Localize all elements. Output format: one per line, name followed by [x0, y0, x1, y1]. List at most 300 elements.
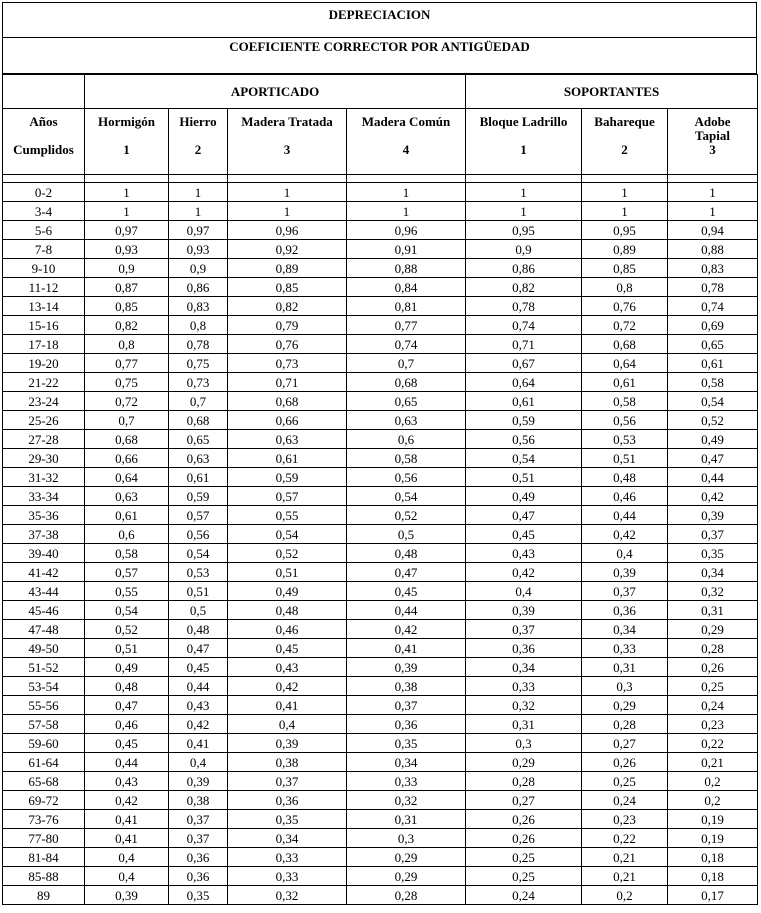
bloque-ladrillo-cell: 0,61	[466, 392, 582, 411]
madera-comun-cell: 0,29	[347, 848, 466, 867]
bloque-ladrillo-cell: 0,67	[466, 354, 582, 373]
years-cell: 43-44	[3, 582, 85, 601]
years-cell: 53-54	[3, 677, 85, 696]
hormigon-cell: 0,48	[85, 677, 169, 696]
years-cell: 41-42	[3, 563, 85, 582]
years-cell: 47-48	[3, 620, 85, 639]
madera-comun-cell: 0,58	[347, 449, 466, 468]
hierro-cell: 1	[169, 202, 228, 221]
hierro-cell: 0,4	[169, 753, 228, 772]
madera-tratada-cell: 0,46	[228, 620, 347, 639]
table-row	[3, 582, 758, 601]
madera-comun-cell: 0,74	[347, 335, 466, 354]
bloque-ladrillo-cell: 0,29	[466, 753, 582, 772]
header-number: 1	[123, 142, 130, 157]
hierro-cell: 0,39	[169, 772, 228, 791]
bahareque-cell: 0,21	[582, 867, 668, 886]
madera-tratada-cell: 0,52	[228, 544, 347, 563]
table-row	[3, 886, 758, 905]
madera-tratada-cell: 0,61	[228, 449, 347, 468]
hormigon-cell: 0,75	[85, 373, 169, 392]
hierro-cell: 0,61	[169, 468, 228, 487]
hormigon-cell: 0,42	[85, 791, 169, 810]
table-row	[3, 867, 758, 886]
hierro-cell: 0,97	[169, 221, 228, 240]
madera-comun-cell: 0,44	[347, 601, 466, 620]
bloque-ladrillo-cell: 0,27	[466, 791, 582, 810]
madera-tratada-cell: 0,54	[228, 525, 347, 544]
bloque-ladrillo-cell: 0,34	[466, 658, 582, 677]
hierro-cell: 0,35	[169, 886, 228, 905]
hormigon-cell: 1	[85, 202, 169, 221]
hierro-cell: 0,54	[169, 544, 228, 563]
bahareque-cell: 0,23	[582, 810, 668, 829]
adobe-tapial-cell: 0,69	[668, 316, 758, 335]
depreciation-document	[2, 2, 757, 905]
adobe-tapial-cell: 0,74	[668, 297, 758, 316]
years-cell: 55-56	[3, 696, 85, 715]
hierro-cell: 0,36	[169, 867, 228, 886]
years-cell: 21-22	[3, 373, 85, 392]
hierro-cell: 0,51	[169, 582, 228, 601]
table-row	[3, 791, 758, 810]
table-row	[3, 639, 758, 658]
madera-tratada-cell: 0,55	[228, 506, 347, 525]
bahareque-cell: 0,85	[582, 259, 668, 278]
madera-comun-cell: 0,77	[347, 316, 466, 335]
group-header-row	[3, 75, 758, 109]
madera-tratada-cell: 0,38	[228, 753, 347, 772]
madera-tratada-cell: 0,89	[228, 259, 347, 278]
hierro-cell: 0,37	[169, 810, 228, 829]
bahareque-cell: 0,42	[582, 525, 668, 544]
years-cell: 25-26	[3, 411, 85, 430]
bloque-ladrillo-cell: 0,43	[466, 544, 582, 563]
madera-comun-cell: 0,35	[347, 734, 466, 753]
madera-tratada-cell: 0,33	[228, 848, 347, 867]
bloque-ladrillo-cell: 0,45	[466, 525, 582, 544]
hormigon-cell: 0,39	[85, 886, 169, 905]
adobe-tapial-cell: 0,52	[668, 411, 758, 430]
hierro-cell: 0,45	[169, 658, 228, 677]
adobe-tapial-cell: 0,94	[668, 221, 758, 240]
column-header-row	[3, 109, 758, 175]
header-madera-comun	[347, 109, 466, 175]
header-number: 1	[520, 142, 527, 157]
adobe-tapial-cell: 0,37	[668, 525, 758, 544]
table-row	[3, 278, 758, 297]
years-cell: 39-40	[3, 544, 85, 563]
madera-comun-cell: 0,38	[347, 677, 466, 696]
table-row	[3, 202, 758, 221]
hierro-cell: 0,93	[169, 240, 228, 259]
madera-tratada-cell: 0,51	[228, 563, 347, 582]
years-cell: 69-72	[3, 791, 85, 810]
hormigon-cell: 1	[85, 183, 169, 202]
years-cell: 65-68	[3, 772, 85, 791]
madera-tratada-cell: 0,68	[228, 392, 347, 411]
madera-comun-cell: 1	[347, 183, 466, 202]
madera-comun-cell: 0,91	[347, 240, 466, 259]
hierro-cell: 0,59	[169, 487, 228, 506]
madera-tratada-cell: 0,39	[228, 734, 347, 753]
adobe-tapial-cell: 0,19	[668, 829, 758, 848]
bloque-ladrillo-cell: 0,24	[466, 886, 582, 905]
adobe-tapial-cell: 0,19	[668, 810, 758, 829]
hierro-cell: 0,9	[169, 259, 228, 278]
madera-tratada-cell: 0,63	[228, 430, 347, 449]
madera-comun-cell: 0,31	[347, 810, 466, 829]
bloque-ladrillo-cell: 0,59	[466, 411, 582, 430]
table-row	[3, 430, 758, 449]
bahareque-cell: 0,27	[582, 734, 668, 753]
header-adobe-tapial	[668, 109, 758, 175]
bahareque-cell: 0,26	[582, 753, 668, 772]
header-number: 2	[194, 142, 202, 157]
years-cell: 85-88	[3, 867, 85, 886]
bahareque-cell: 0,21	[582, 848, 668, 867]
group-aporticado: APORTICADO	[85, 75, 466, 109]
years-cell: 7-8	[3, 240, 85, 259]
bahareque-cell: 0,34	[582, 620, 668, 639]
bahareque-cell: 0,36	[582, 601, 668, 620]
madera-comun-cell: 0,29	[347, 867, 466, 886]
table-row	[3, 506, 758, 525]
madera-tratada-cell: 0,79	[228, 316, 347, 335]
adobe-tapial-cell: 0,31	[668, 601, 758, 620]
table-row	[3, 544, 758, 563]
bloque-ladrillo-cell: 0,51	[466, 468, 582, 487]
madera-comun-cell: 0,96	[347, 221, 466, 240]
bahareque-cell: 0,76	[582, 297, 668, 316]
header-name: Bahareque	[594, 114, 655, 129]
madera-tratada-cell: 0,71	[228, 373, 347, 392]
header-hormigon	[85, 109, 169, 175]
hormigon-cell: 0,54	[85, 601, 169, 620]
hierro-cell: 0,78	[169, 335, 228, 354]
madera-comun-cell: 0,81	[347, 297, 466, 316]
table-row	[3, 354, 758, 373]
madera-comun-cell: 0,56	[347, 468, 466, 487]
years-cell: 33-34	[3, 487, 85, 506]
bloque-ladrillo-cell: 0,36	[466, 639, 582, 658]
adobe-tapial-cell: 0,23	[668, 715, 758, 734]
table-row	[3, 183, 758, 202]
bahareque-cell: 0,95	[582, 221, 668, 240]
years-cell: 57-58	[3, 715, 85, 734]
bloque-ladrillo-cell: 0,31	[466, 715, 582, 734]
header-number: 3	[709, 142, 716, 157]
bloque-ladrillo-cell: 0,4	[466, 582, 582, 601]
adobe-tapial-cell: 0,83	[668, 259, 758, 278]
madera-comun-cell: 0,28	[347, 886, 466, 905]
hormigon-cell: 0,8	[85, 335, 169, 354]
madera-tratada-cell: 0,33	[228, 867, 347, 886]
hierro-cell: 0,36	[169, 848, 228, 867]
madera-comun-cell: 0,6	[347, 430, 466, 449]
hormigon-cell: 0,45	[85, 734, 169, 753]
madera-tratada-cell: 0,85	[228, 278, 347, 297]
madera-tratada-cell: 0,4	[228, 715, 347, 734]
madera-tratada-cell: 0,66	[228, 411, 347, 430]
bloque-ladrillo-cell: 0,86	[466, 259, 582, 278]
document-subtitle: COEFICIENTE CORRECTOR POR ANTIGÜEDAD	[2, 38, 757, 74]
madera-tratada-cell: 1	[228, 202, 347, 221]
table-row	[3, 715, 758, 734]
adobe-tapial-cell: 0,35	[668, 544, 758, 563]
header-name: Madera Común	[361, 114, 451, 129]
bahareque-cell: 0,28	[582, 715, 668, 734]
years-cell: 73-76	[3, 810, 85, 829]
table-row	[3, 658, 758, 677]
hormigon-cell: 0,63	[85, 487, 169, 506]
table-row	[3, 848, 758, 867]
bloque-ladrillo-cell: 0,54	[466, 449, 582, 468]
header-name: Bloque Ladrillo	[479, 114, 568, 129]
hormigon-cell: 0,52	[85, 620, 169, 639]
adobe-tapial-cell: 0,88	[668, 240, 758, 259]
hormigon-cell: 0,49	[85, 658, 169, 677]
hormigon-cell: 0,6	[85, 525, 169, 544]
adobe-tapial-cell: 0,25	[668, 677, 758, 696]
header-spacer-row	[3, 175, 758, 183]
table-body	[3, 183, 758, 905]
bloque-ladrillo-cell: 0,39	[466, 601, 582, 620]
table-row	[3, 449, 758, 468]
table-row	[3, 259, 758, 278]
hormigon-cell: 0,72	[85, 392, 169, 411]
hormigon-cell: 0,61	[85, 506, 169, 525]
hormigon-cell: 0,46	[85, 715, 169, 734]
adobe-tapial-cell: 0,18	[668, 867, 758, 886]
adobe-tapial-cell: 0,39	[668, 506, 758, 525]
madera-comun-cell: 0,45	[347, 582, 466, 601]
hierro-cell: 0,7	[169, 392, 228, 411]
madera-comun-cell: 0,36	[347, 715, 466, 734]
adobe-tapial-cell: 1	[668, 183, 758, 202]
bahareque-cell: 0,46	[582, 487, 668, 506]
madera-comun-cell: 0,52	[347, 506, 466, 525]
hormigon-cell: 0,51	[85, 639, 169, 658]
hierro-cell: 0,68	[169, 411, 228, 430]
years-cell: 49-50	[3, 639, 85, 658]
table-row	[3, 316, 758, 335]
madera-tratada-cell: 0,41	[228, 696, 347, 715]
table-row	[3, 468, 758, 487]
hormigon-cell: 0,57	[85, 563, 169, 582]
header-name: Madera Tratada	[241, 114, 333, 129]
bahareque-cell: 0,68	[582, 335, 668, 354]
hormigon-cell: 0,4	[85, 848, 169, 867]
adobe-tapial-cell: 0,32	[668, 582, 758, 601]
madera-tratada-cell: 0,76	[228, 335, 347, 354]
bloque-ladrillo-cell: 0,78	[466, 297, 582, 316]
madera-tratada-cell: 0,36	[228, 791, 347, 810]
years-cell: 9-10	[3, 259, 85, 278]
madera-tratada-cell: 0,34	[228, 829, 347, 848]
madera-tratada-cell: 0,96	[228, 221, 347, 240]
bahareque-cell: 0,61	[582, 373, 668, 392]
madera-tratada-cell: 0,59	[228, 468, 347, 487]
header-years	[3, 109, 85, 175]
table-row	[3, 240, 758, 259]
bloque-ladrillo-cell: 0,26	[466, 810, 582, 829]
bahareque-cell: 0,29	[582, 696, 668, 715]
hierro-cell: 0,5	[169, 601, 228, 620]
years-cell: 31-32	[3, 468, 85, 487]
hormigon-cell: 0,82	[85, 316, 169, 335]
bahareque-cell: 0,56	[582, 411, 668, 430]
madera-tratada-cell: 1	[228, 183, 347, 202]
bahareque-cell: 0,2	[582, 886, 668, 905]
group-header-empty	[3, 75, 85, 109]
adobe-tapial-cell: 0,29	[668, 620, 758, 639]
adobe-tapial-cell: 0,49	[668, 430, 758, 449]
adobe-tapial-cell: 0,42	[668, 487, 758, 506]
bahareque-cell: 0,72	[582, 316, 668, 335]
bahareque-cell: 0,89	[582, 240, 668, 259]
bahareque-cell: 0,25	[582, 772, 668, 791]
bloque-ladrillo-cell: 0,47	[466, 506, 582, 525]
header-name: Adobe Tapial	[694, 114, 731, 143]
madera-tratada-cell: 0,48	[228, 601, 347, 620]
madera-tratada-cell: 0,43	[228, 658, 347, 677]
hormigon-cell: 0,47	[85, 696, 169, 715]
hierro-cell: 0,53	[169, 563, 228, 582]
header-bahareque	[582, 109, 668, 175]
hormigon-cell: 0,87	[85, 278, 169, 297]
hierro-cell: 0,47	[169, 639, 228, 658]
adobe-tapial-cell: 0,17	[668, 886, 758, 905]
hierro-cell: 0,41	[169, 734, 228, 753]
madera-tratada-cell: 0,37	[228, 772, 347, 791]
adobe-tapial-cell: 0,2	[668, 791, 758, 810]
header-madera-tratada	[228, 109, 347, 175]
header-bloque-ladrillo	[466, 109, 582, 175]
hierro-cell: 0,42	[169, 715, 228, 734]
madera-tratada-cell: 0,82	[228, 297, 347, 316]
years-cell: 5-6	[3, 221, 85, 240]
madera-comun-cell: 0,5	[347, 525, 466, 544]
table-row	[3, 221, 758, 240]
table-row	[3, 525, 758, 544]
years-cell: 3-4	[3, 202, 85, 221]
table-row	[3, 810, 758, 829]
hierro-cell: 0,86	[169, 278, 228, 297]
years-cell: 45-46	[3, 601, 85, 620]
hormigon-cell: 0,41	[85, 810, 169, 829]
bahareque-cell: 0,33	[582, 639, 668, 658]
years-cell: 77-80	[3, 829, 85, 848]
adobe-tapial-cell: 0,65	[668, 335, 758, 354]
bloque-ladrillo-cell: 0,26	[466, 829, 582, 848]
hormigon-cell: 0,97	[85, 221, 169, 240]
hormigon-cell: 0,43	[85, 772, 169, 791]
bahareque-cell: 0,31	[582, 658, 668, 677]
depreciation-table	[2, 74, 758, 905]
hormigon-cell: 0,77	[85, 354, 169, 373]
years-cell: 89	[3, 886, 85, 905]
bahareque-cell: 0,22	[582, 829, 668, 848]
table-row	[3, 335, 758, 354]
bloque-ladrillo-cell: 0,74	[466, 316, 582, 335]
madera-comun-cell: 0,32	[347, 791, 466, 810]
table-row	[3, 620, 758, 639]
years-cell: 15-16	[3, 316, 85, 335]
bloque-ladrillo-cell: 0,37	[466, 620, 582, 639]
table-row	[3, 696, 758, 715]
bloque-ladrillo-cell: 0,71	[466, 335, 582, 354]
hierro-cell: 0,56	[169, 525, 228, 544]
madera-comun-cell: 0,68	[347, 373, 466, 392]
years-cell: 13-14	[3, 297, 85, 316]
adobe-tapial-cell: 0,47	[668, 449, 758, 468]
hierro-cell: 0,65	[169, 430, 228, 449]
years-cell: 11-12	[3, 278, 85, 297]
bloque-ladrillo-cell: 0,82	[466, 278, 582, 297]
years-cell: 37-38	[3, 525, 85, 544]
hierro-cell: 0,83	[169, 297, 228, 316]
table-row	[3, 677, 758, 696]
years-cell: 29-30	[3, 449, 85, 468]
years-cell: 17-18	[3, 335, 85, 354]
adobe-tapial-cell: 0,26	[668, 658, 758, 677]
table-row	[3, 772, 758, 791]
bloque-ladrillo-cell: 0,33	[466, 677, 582, 696]
bahareque-cell: 0,8	[582, 278, 668, 297]
adobe-tapial-cell: 0,24	[668, 696, 758, 715]
bloque-ladrillo-cell: 0,25	[466, 848, 582, 867]
madera-tratada-cell: 0,35	[228, 810, 347, 829]
table-row	[3, 487, 758, 506]
madera-tratada-cell: 0,45	[228, 639, 347, 658]
bloque-ladrillo-cell: 0,64	[466, 373, 582, 392]
adobe-tapial-cell: 1	[668, 202, 758, 221]
bahareque-cell: 0,53	[582, 430, 668, 449]
madera-tratada-cell: 0,57	[228, 487, 347, 506]
madera-comun-cell: 0,39	[347, 658, 466, 677]
hormigon-cell: 0,41	[85, 829, 169, 848]
years-cell: 23-24	[3, 392, 85, 411]
years-cell: 19-20	[3, 354, 85, 373]
madera-comun-cell: 1	[347, 202, 466, 221]
table-row	[3, 392, 758, 411]
bloque-ladrillo-cell: 0,56	[466, 430, 582, 449]
bloque-ladrillo-cell: 0,42	[466, 563, 582, 582]
years-cell: 61-64	[3, 753, 85, 772]
bahareque-cell: 0,44	[582, 506, 668, 525]
madera-comun-cell: 0,47	[347, 563, 466, 582]
hierro-cell: 0,48	[169, 620, 228, 639]
hormigon-cell: 0,9	[85, 259, 169, 278]
years-cell: 81-84	[3, 848, 85, 867]
bloque-ladrillo-cell: 0,28	[466, 772, 582, 791]
madera-comun-cell: 0,33	[347, 772, 466, 791]
table-row	[3, 297, 758, 316]
header-name: Hormigón	[97, 114, 156, 129]
madera-comun-cell: 0,34	[347, 753, 466, 772]
adobe-tapial-cell: 0,22	[668, 734, 758, 753]
adobe-tapial-cell: 0,61	[668, 354, 758, 373]
hormigon-cell: 0,68	[85, 430, 169, 449]
table-row	[3, 734, 758, 753]
madera-comun-cell: 0,63	[347, 411, 466, 430]
years-cell: 0-2	[3, 183, 85, 202]
bloque-ladrillo-cell: 1	[466, 202, 582, 221]
bloque-ladrillo-cell: 1	[466, 183, 582, 202]
header-name: Hierro	[179, 114, 217, 129]
table-row	[3, 829, 758, 848]
